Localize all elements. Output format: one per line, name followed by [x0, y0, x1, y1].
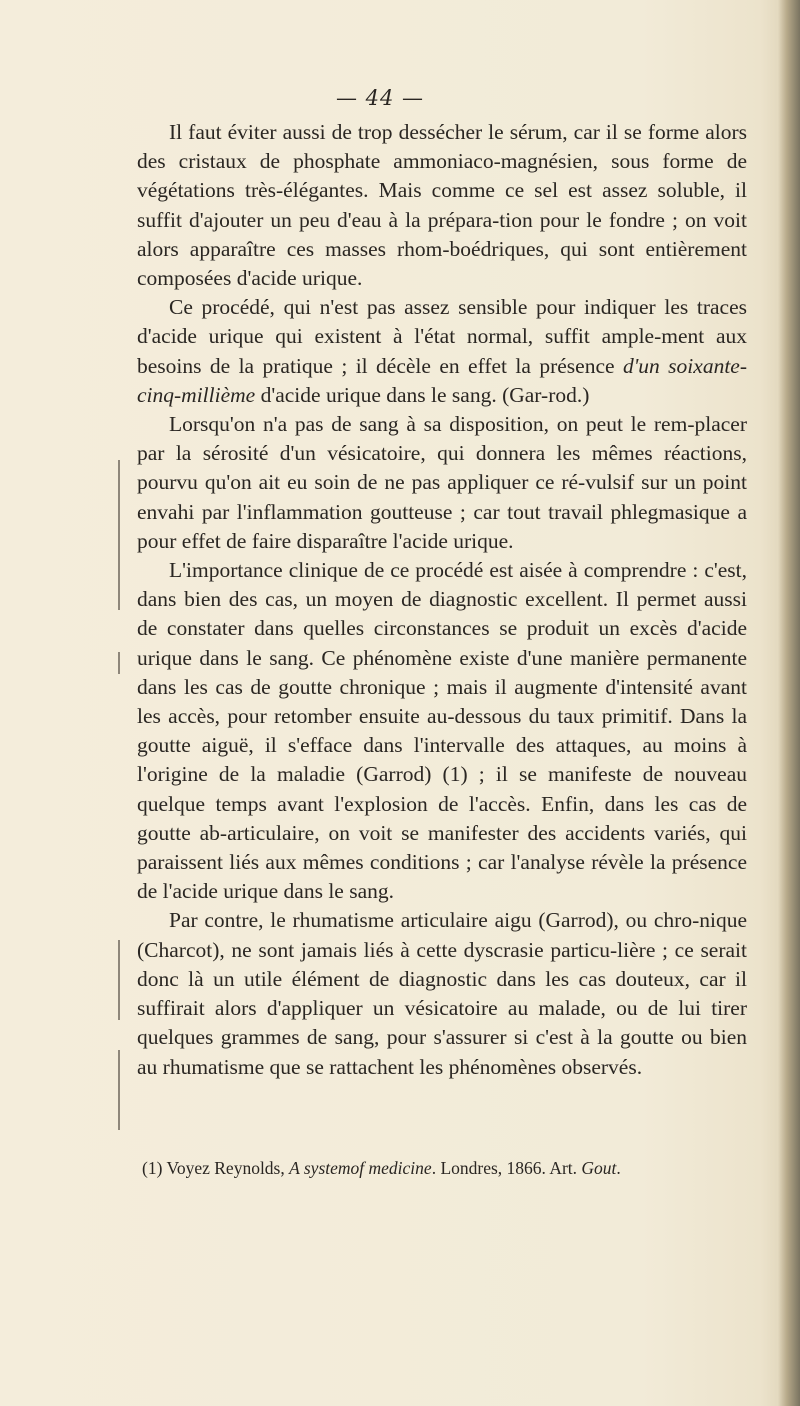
emphasis-text: d'un soixante-cinq-millième	[137, 353, 747, 407]
paragraph: Il faut éviter aussi de trop dessécher le sérum, car il se forme alors des cristaux de phosphate ammoniaco-magnésien, sous forme de végétations très-élégantes. Mais comme ce sel est assez soluble, il suffit d'ajouter un peu d'eau à la prépara-tion pour le fondre ; on voit alors apparaître ces masses rhom-boédriques, qui sont entièrement composées d'acide urique.	[137, 120, 747, 291]
paragraph: Par contre, le rhumatisme articulaire aigu (Garrod), ou chro-nique (Charcot), ne sont jamais liés à cette dyscrasie particu-lière ; ce serait donc là un utile élément de diagnostic dans les cas douteux, car il suffirait alors d'appliquer un vésicatoire au malade, ou de lui tirer quelques grammes de sang, pour s'assurer si c'est à la goutte ou bien au rhumatisme que se rattachent les phénomènes observés.	[137, 908, 747, 1079]
body-text	[137, 118, 747, 1082]
margin-mark	[118, 940, 120, 1020]
paragraph: Lorsqu'on n'a pas de sang à sa disposition, on peut le rem-placer par la sérosité d'un vésicatoire, qui donnera les mêmes réactions, pourvu qu'on ait eu soin de ne pas appliquer ce ré-vulsif sur un point envahi par l'inflammation goutteuse ; car tout travail phlegmasique a pour effet de faire disparaître l'acide urique.	[137, 412, 747, 553]
paragraph: Ce procédé, qui n'est pas assez sensible pour indiquer les traces d'acide urique qui existent à l'état normal, suffit ample-ment aux besoins de la pratique ; il décèle en effet la présence d'un soixante-cinq-millième d'acide urique dans le sang. (Gar-rod.)	[137, 295, 747, 407]
footnote: (1) Voyez Reynolds, A systemof medicine. Londres, 1866. Art. Gout.	[142, 1158, 621, 1178]
paragraph: L'importance clinique de ce procédé est aisée à comprendre : c'est, dans bien des cas, un moyen de diagnostic excellent. Il permet aussi de constater dans quelles circonstances se produit un excès d'acide urique dans le sang. Ce phénomène existe d'une manière permanente dans les cas de goutte chronique ; mais il augmente d'intensité avant les accès, pour retomber ensuite au-dessous du taux primitif. Dans la goutte aiguë, il s'efface dans l'intervalle des attaques, au moins à l'origine de la maladie (Garrod) (1) ; il se manifeste de nouveau quelque temps avant l'explosion de l'accès. Enfin, dans les cas de goutte ab-articulaire, on voit se manifester des accidents variés, qui paraissent liés aux mêmes conditions ; car l'analyse révèle la présence de l'acide urique dans le sang.	[137, 558, 747, 904]
margin-mark	[118, 652, 120, 674]
margin-mark	[118, 1050, 120, 1130]
footnote-book-title: A systemof medicine	[289, 1158, 432, 1178]
footnote-article: Gout	[581, 1158, 617, 1178]
margin-mark	[118, 460, 120, 610]
page-number: 44	[365, 86, 395, 110]
page-edge-shadow	[778, 0, 800, 1406]
page-number-header: — 44 —	[335, 86, 425, 110]
